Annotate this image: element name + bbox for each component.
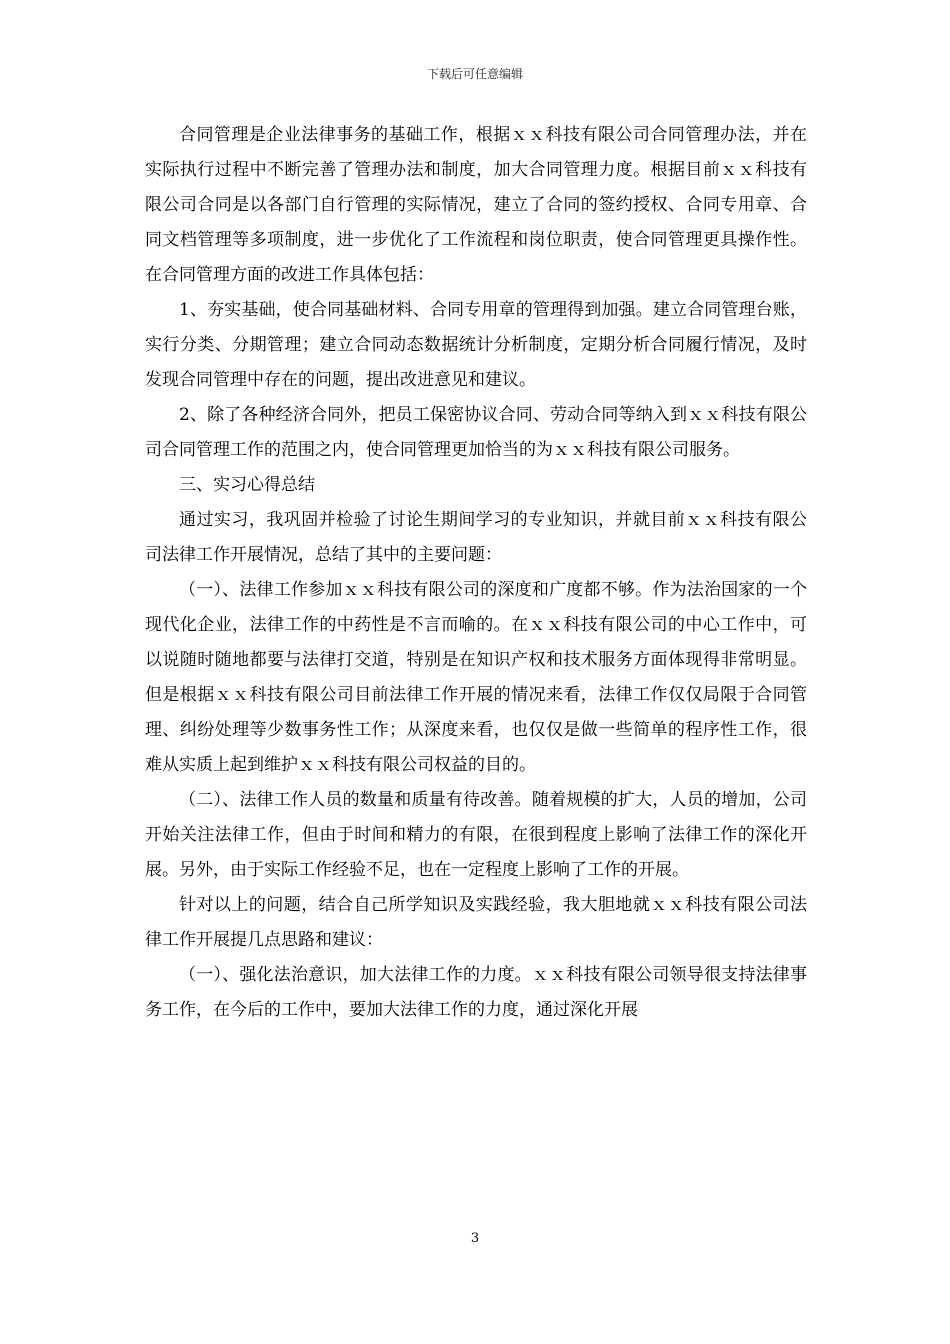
page-header: 下载后可任意编辑 [426,67,523,81]
page-number: 3 [470,1231,480,1246]
paragraph-suggestion-1: （一）、强化法治意识，加大法律工作的力度。ｘｘ科技有限公司领导很支持法律事务工作，在今后的工作中，要加大法律工作的力度，通过深化开展 [145,965,807,1020]
paragraph-item-1: 1、夯实基础，使合同基础材料、合同专用章的管理得到加强。建立合同管理台账，实行分类、分期管理；建立合同动态数据统计分析制度，定期分析合同履行情况，及时发现合同管理中存在的问题，提出改进意见和建议。 [145,300,807,390]
document-body [145,118,807,1028]
paragraph-internship-intro: 通过实习，我巩固并检验了讨论生期间学习的专业知识，并就目前ｘｘ科技有限公司法律工作开展情况，总结了其中的主要问题： [145,510,807,565]
paragraph-item-2: 2、除了各种经济合同外，把员工保密协议合同、劳动合同等纳入到ｘｘ科技有限公司合同管理工作的范围之内，使合同管理更加恰当的为ｘｘ科技有限公司服务。 [145,405,807,460]
paragraph-problem-1: （一）、法律工作参加ｘｘ科技有限公司的深度和广度都不够。作为法治国家的一个现代化企业，法律工作的中药性是不言而喻的。在ｘｘ科技有限公司的中心工作中，可以说随时随地都要与法律打交道，特别是在知识产权和技术服务方面体现得非常明显。但是根据ｘｘ科技有限公司目前法律工作开展的情况来看，法律工作仅仅局限于合同管理、纠纷处理等少数事务性工作；从深度来看，也仅仅是做一些简单的程序性工作，很难从实质上起到维护ｘｘ科技有限公司权益的目的。 [145,580,807,775]
section-heading-summary: 三、实习心得总结 [179,475,315,495]
paragraph-contract-management: 合同管理是企业法律事务的基础工作，根据ｘｘ科技有限公司合同管理办法，并在实际执行过程中不断完善了管理办法和制度，加大合同管理力度。根据目前ｘｘ科技有限公司合同是以各部门自行管理的实际情况，建立了合同的签约授权、合同专用章、合同文档管理等多项制度，进一步优化了工作流程和岗位职责，使合同管理更具操作性。在合同管理方面的改进工作具体包括： [145,125,807,285]
paragraph-suggestions-intro: 针对以上的问题，结合自己所学知识及实践经验，我大胆地就ｘｘ科技有限公司法律工作开展提几点思路和建议： [145,895,807,950]
paragraph-problem-2: （二）、法律工作人员的数量和质量有待改善。随着规模的扩大，人员的增加，公司开始关注法律工作，但由于时间和精力的有限，在很到程度上影响了法律工作的深化开展。另外，由于实际工作经验不足，也在一定程度上影响了工作的开展。 [145,790,807,880]
